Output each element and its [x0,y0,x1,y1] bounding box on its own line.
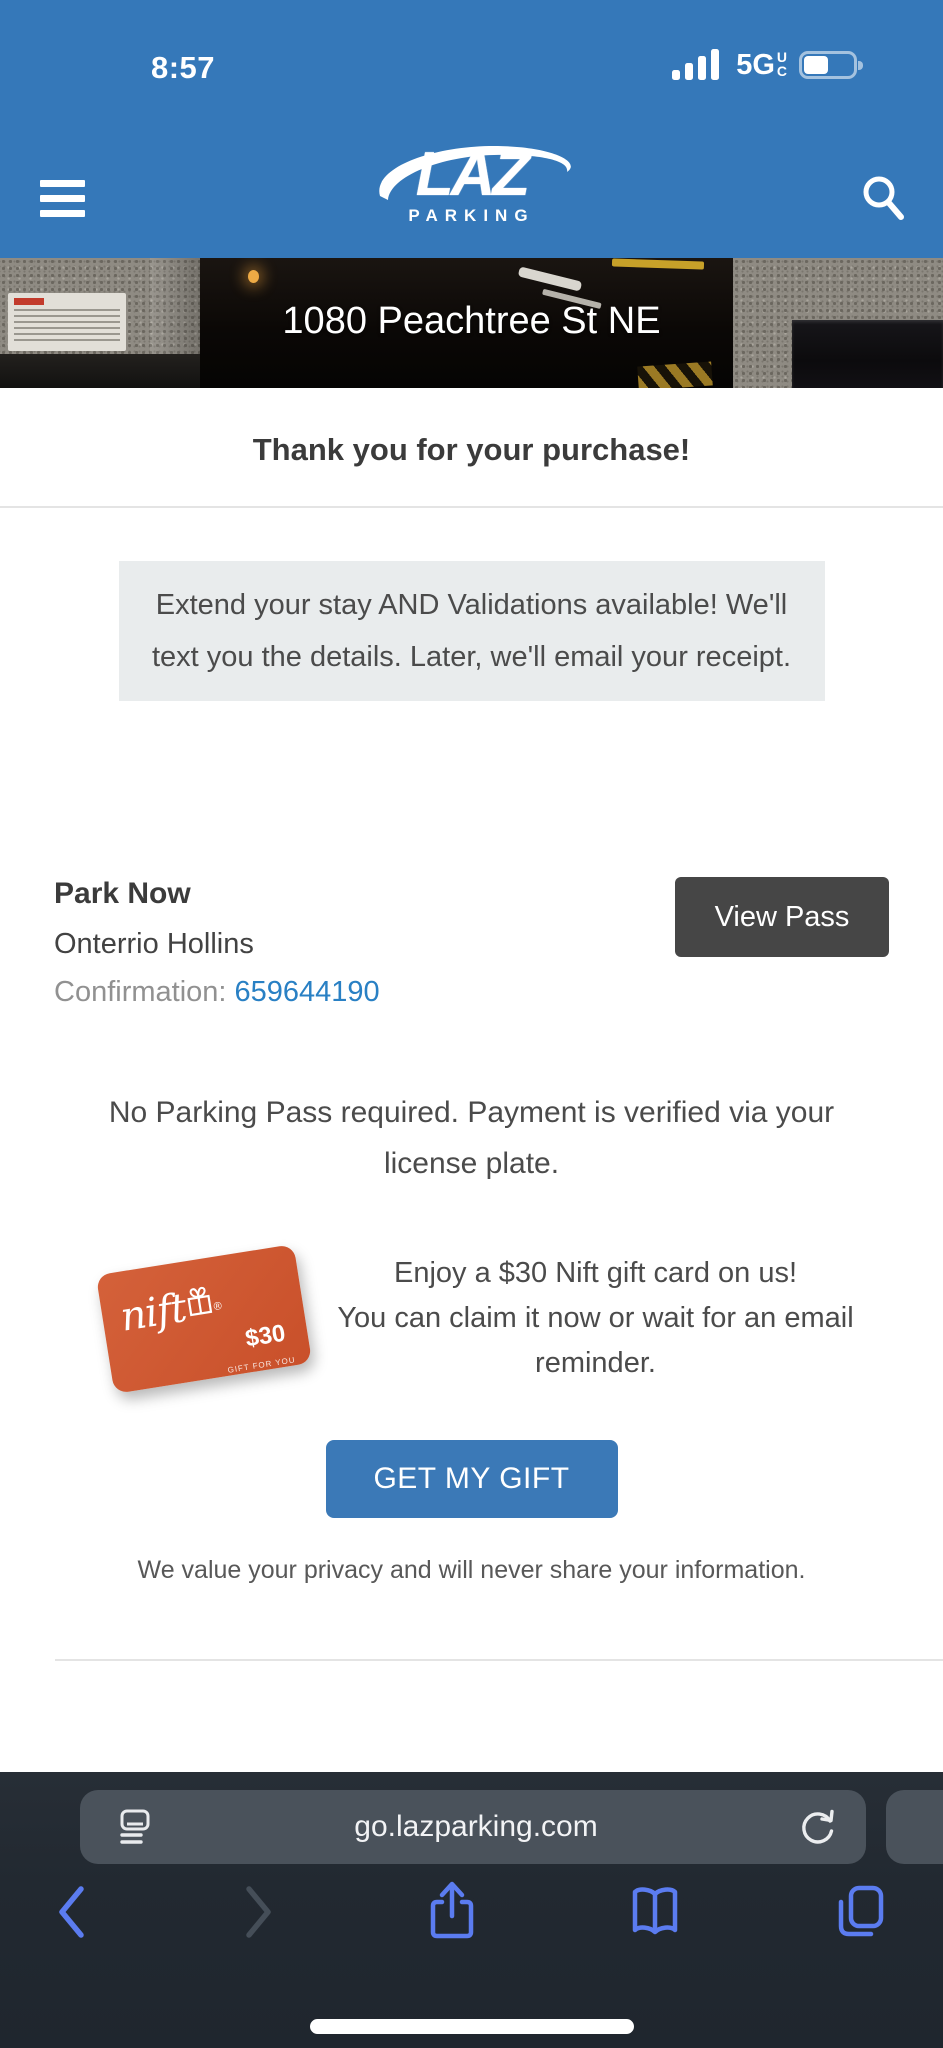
confirmation-row [54,976,380,1009]
order-details [54,877,380,1009]
status-indicators [672,48,865,82]
gift-box-icon [184,1284,214,1318]
divider [55,1659,943,1661]
location-photo-banner [0,258,943,388]
forward-button-icon[interactable] [240,1883,276,1941]
address-bar[interactable] [80,1790,866,1864]
nift-brand: nift [116,1285,189,1341]
gift-offer-section [82,1251,862,1386]
gate-arm [612,258,704,269]
page-settings-icon[interactable] [116,1808,154,1846]
divider [0,506,943,508]
order-type: Park Now [54,877,191,910]
nift-gift-card-image: nift ® $30 GIFT FOR YOU [95,1244,311,1394]
reload-icon[interactable] [798,1807,838,1847]
bookmarks-icon[interactable] [627,1884,683,1940]
back-button-icon[interactable] [54,1883,90,1941]
customer-name: Onterrio Hollins [54,928,254,960]
page-content [0,388,943,1772]
order-summary-row [54,877,889,1009]
confirmation-number-link[interactable]: 659644190 [234,976,380,1008]
url-text: go.lazparking.com [354,1810,598,1843]
tab-peek-pill[interactable] [886,1790,943,1864]
cellular-signal-icon [672,48,724,82]
network-type-badge: 5G U C [736,48,787,81]
gift-offer-line2: You can claim it now or wait for an email reminder. [337,1302,854,1379]
tabs-icon[interactable] [833,1882,889,1942]
search-icon[interactable] [859,172,907,229]
browser-toolbar [0,1880,943,1944]
get-my-gift-button[interactable]: GET MY GIFT [326,1440,618,1518]
app-header [0,0,943,258]
laz-parking-logo[interactable]: LAZ PARKING [0,146,943,226]
no-pass-note: No Parking Pass required. Payment is verified via your license plate. [108,1096,835,1180]
view-pass-button[interactable]: View Pass [675,877,889,957]
battery-icon [799,49,865,81]
browser-bottom-bar [0,1772,943,2048]
privacy-note: We value your privacy and will never share your information. [137,1556,806,1584]
gift-offer-line1: Enjoy a $30 Nift gift card on us! [394,1257,797,1289]
confirmation-label: Confirmation: [54,976,227,1008]
page-title: Thank you for your purchase! [252,432,691,467]
home-indicator[interactable] [310,2019,634,2034]
status-time: 8:57 [150,50,216,85]
garage-light [248,270,259,283]
location-address: 1080 Peachtree St NE [282,300,661,342]
share-icon[interactable] [427,1880,477,1944]
notice-box: Extend your stay AND Validations available! We'll text you the details. Later, we'll email your receipt. [119,561,825,701]
gift-amount: $30 [243,1319,287,1353]
